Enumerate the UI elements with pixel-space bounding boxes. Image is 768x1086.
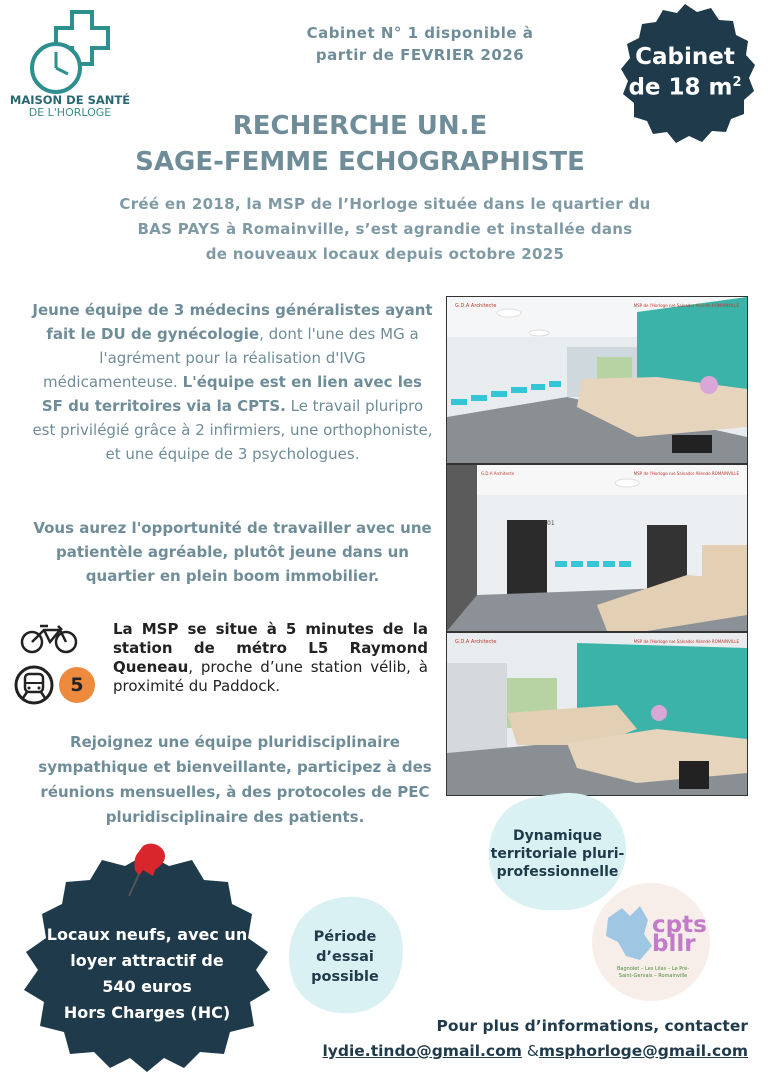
page-title-line-1: RECHERCHE UN.E xyxy=(232,111,488,141)
dynamique-text xyxy=(485,827,630,881)
photo-2-right-label: MSP de l'Horloge rue Salvador Allende ROMAINVILLE xyxy=(633,471,739,476)
team-paragraph xyxy=(30,298,435,466)
bicycle-icon xyxy=(20,622,78,654)
photo-1-right-label: MSP de l'Horloge rue Salvador Allende ROMAINVILLE xyxy=(633,303,739,308)
office-photo-waiting-room xyxy=(446,296,748,464)
team-text-2: Le travail pluripro est privilégié grâce à 2 infirmiers, une orthophoniste, et une équipe de 3 psychologues. xyxy=(32,397,433,463)
join-paragraph: Rejoignez une équipe pluridisciplinaire sympathique et bienveillante, participez à des réunions mensuelles, à des protocoles de PEC pluridisciplinaire des patients. xyxy=(38,733,432,826)
door-number: 01 xyxy=(547,520,555,527)
email-separator: & xyxy=(521,1042,539,1060)
cpts-line-1: cpts xyxy=(652,912,707,938)
email-link-msphorloge[interactable]: msphorloge@gmail.com xyxy=(538,1042,748,1060)
office-photos xyxy=(446,296,746,796)
local-line-2: loyer attractif de xyxy=(70,951,224,970)
dynamique-line-3: professionnelle xyxy=(496,864,619,880)
photo-3-right-label: MSP de l'Horloge rue Salvador Allende ROMAINVILLE xyxy=(633,639,739,644)
photo-3-left-label: G.D.A Architecte xyxy=(455,639,497,645)
essai-line-2: d’essai xyxy=(316,949,374,965)
cpts-logo-text xyxy=(652,912,707,957)
contact-heading: Pour plus d’informations, contacter xyxy=(436,1017,748,1035)
availability-line-2: partir de FEVRIER 2026 xyxy=(315,46,525,64)
size-badge-line-1: Cabinet xyxy=(635,44,735,70)
dynamique-line-2: territoriale pluri- xyxy=(490,846,625,862)
cpts-line-2: bllr xyxy=(652,931,696,957)
metro-line-badge: 5 xyxy=(59,667,95,703)
office-photo-corridor xyxy=(446,464,748,632)
page-title-line-2: SAGE-FEMME ECHOGRAPHISTE xyxy=(135,147,585,177)
cpts-subtitle: Bagnolet – Les Lilas – Le Pré-Saint-Gervais – Romainville xyxy=(617,966,689,979)
logo-subtitle: DE L'HORLOGE xyxy=(28,106,112,119)
photo-1-left-label: G.D.A Architecte xyxy=(455,303,497,309)
location-bold: La MSP se situe à 5 minutes de la station de métro L5 Raymond Queneau xyxy=(113,620,428,676)
contact-emails xyxy=(240,1040,748,1062)
intro-line-2: BAS PAYS à Romainville, s’est agrandie et installée dans xyxy=(137,220,633,238)
team-text-1: , dont l'une des MG a l'agrément pour la réalisation d'IVG médicamenteuse. xyxy=(43,325,419,391)
push-pin-icon xyxy=(125,840,171,900)
logo-title: MAISON DE SANTÉ xyxy=(9,93,131,107)
availability-line-1: Cabinet N° 1 disponible à xyxy=(306,24,534,42)
availability-note xyxy=(290,22,550,66)
team-bold-2: L'équipe est en lien avec les SF du territoires via la CPTS. xyxy=(41,373,422,415)
email-link-lydie[interactable]: lydie.tindo@gmail.com xyxy=(322,1042,522,1060)
size-badge-sup: 2 xyxy=(732,75,742,90)
metro-icon xyxy=(14,665,54,705)
cpts-map-icon xyxy=(600,898,660,968)
intro-line-3: de nouveaux locaux depuis octobre 2025 xyxy=(205,245,565,263)
location-paragraph xyxy=(113,620,428,696)
local-line-4: Hors Charges (HC) xyxy=(63,1003,231,1022)
opportunity-paragraph: Vous aurez l'opportunité de travailler avec une patientèle agréable, plutôt jeune dans un quartier en plein boom immobilier. xyxy=(33,519,432,585)
intro-line-1: Créé en 2018, la MSP de l’Horloge située dans le quartier du xyxy=(119,195,651,213)
office-photo-reception xyxy=(446,632,748,796)
location-text: , proche d’une station vélib, à proximité du Paddock. xyxy=(113,658,428,695)
local-line-1: Locaux neufs, avec un xyxy=(46,925,248,944)
size-badge-text xyxy=(612,45,758,101)
essai-text xyxy=(286,927,404,987)
essai-line-1: Période xyxy=(313,929,377,945)
team-bold-1: Jeune équipe de 3 médecins généralistes ayant fait le DU de gynécologie xyxy=(32,301,433,343)
size-badge-line-2: de 18 m xyxy=(628,74,733,101)
intro-paragraph xyxy=(100,192,670,267)
local-badge-text xyxy=(38,922,256,1026)
essai-line-3: possible xyxy=(311,969,379,985)
dynamique-line-1: Dynamique xyxy=(512,828,603,844)
photo-2-left-label: G.D.A Architecte xyxy=(481,471,515,476)
local-line-3: 540 euros xyxy=(102,977,192,996)
